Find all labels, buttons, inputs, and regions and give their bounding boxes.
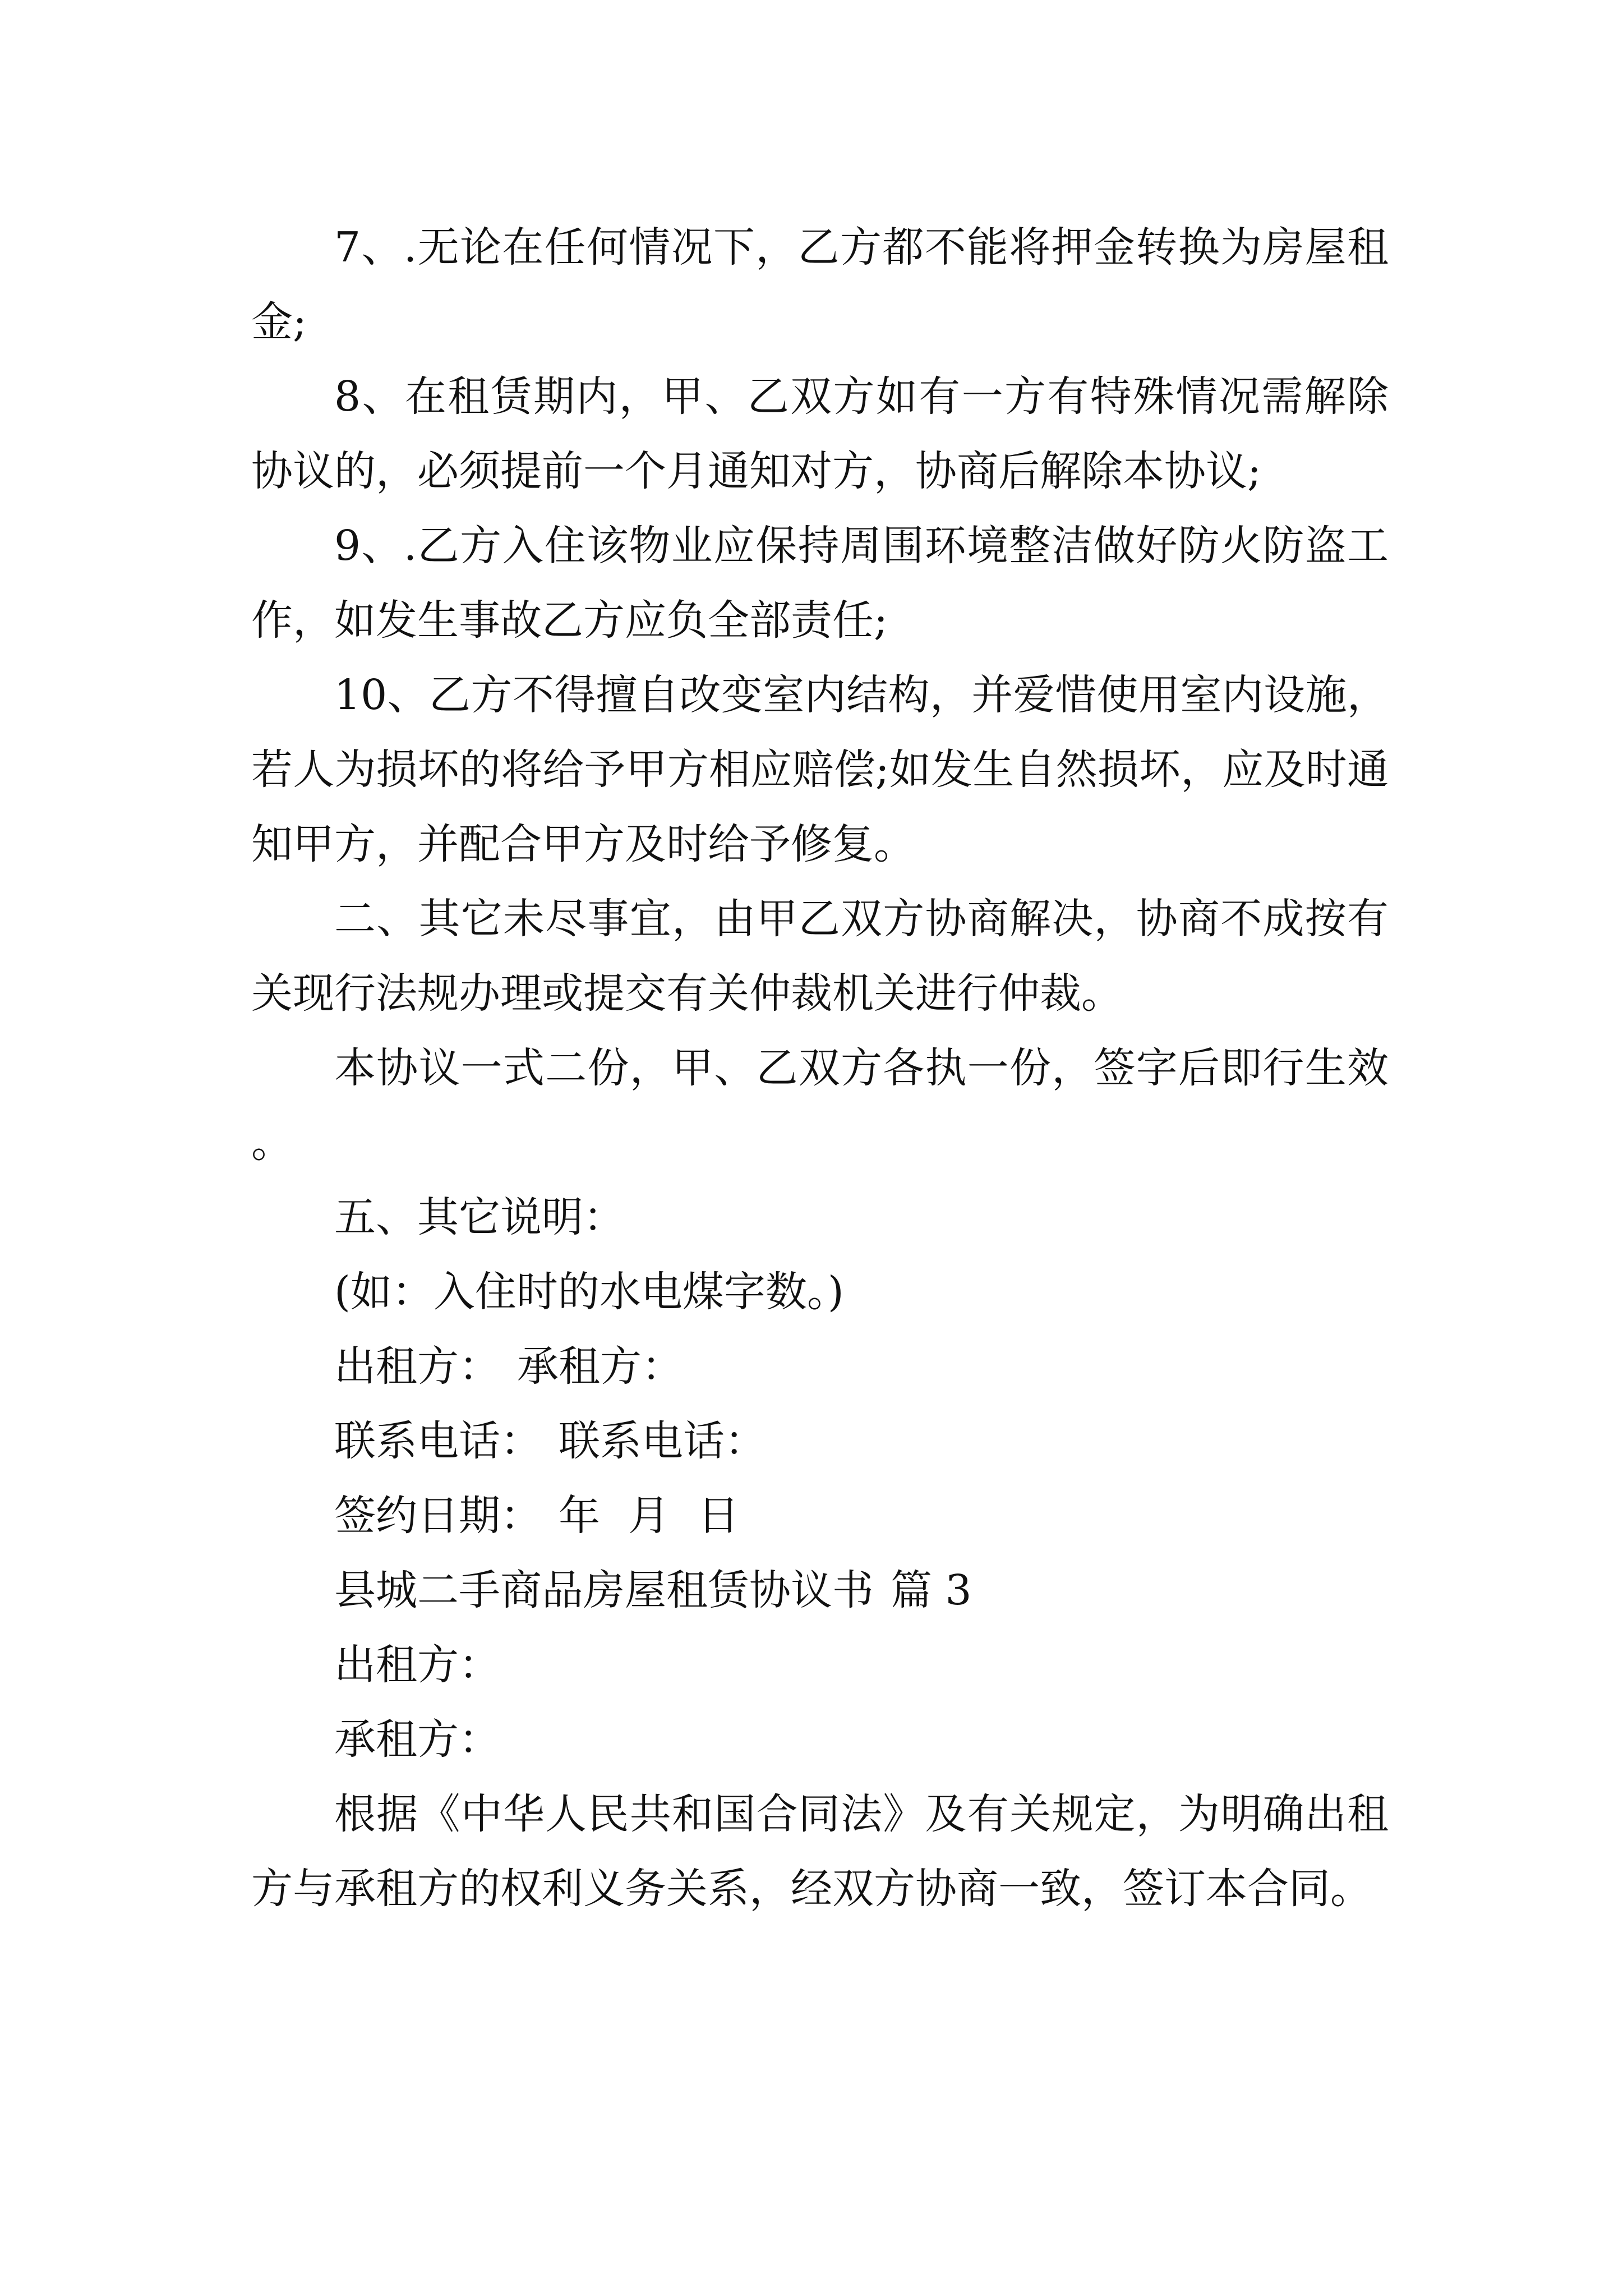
date-year: 年 <box>559 1492 600 1540</box>
sign-parties-row <box>251 1329 1389 1404</box>
lessor-phone-label: 联系电话： <box>334 1417 542 1465</box>
section-number: 篇 3 <box>891 1566 972 1614</box>
sign-date-row <box>251 1479 1389 1553</box>
party-lessee: 承租方： <box>334 1715 500 1764</box>
clause-other-matters: 二、其它未尽事宜，由甲乙双方协商解决，协商不成按有关现行法规办理或提交有关仲裁机关进行仲裁。 <box>251 895 1389 1018</box>
party-lessor: 出租方： <box>334 1641 500 1689</box>
date-label: 签约日期： <box>334 1492 542 1540</box>
date-day: 日 <box>698 1492 739 1540</box>
date-month: 月 <box>628 1492 670 1540</box>
clause-9: 9、.乙方入住该物业应保持周围环境整洁做好防火防盗工作，如发生事故乙方应负全部责任; <box>251 522 1389 645</box>
section-title: 县城二手商品房屋租赁协议书 <box>334 1566 874 1614</box>
clause-10: 10、乙方不得擅自改变室内结构，并爱惜使用室内设施，若人为损坏的将给予甲方相应赔偿;如发生自然损坏，应及时通知甲方，并配合甲方及时给予修复。 <box>251 671 1389 868</box>
lessor-sign-label: 出租方： <box>334 1342 500 1391</box>
sign-phone-row <box>251 1404 1389 1479</box>
other-heading: 五、其它说明： <box>334 1193 625 1241</box>
lessee-phone-label: 联系电话： <box>559 1417 766 1465</box>
section-title-row <box>251 1553 1389 1628</box>
clause-7: 7、.无论在任何情况下，乙方都不能将押金转换为房屋租金; <box>251 223 1389 346</box>
closing-paragraph: 根据《中华人民共和国合同法》及有关规定，为明确出租方与承租方的权利义务关系，经双方协商一致，签订本合同。 <box>251 1790 1389 1913</box>
other-note: (如：入住时的水电煤字数。) <box>334 1268 844 1316</box>
clause-copies: 本协议一式二份，甲、乙双方各执一份，签字后即行生效。 <box>251 1044 1389 1167</box>
document-body <box>251 210 1389 1926</box>
clause-8: 8、在租赁期内，甲、乙双方如有一方有特殊情况需解除协议的，必须提前一个月通知对方，协商后解除本协议; <box>251 372 1389 495</box>
lessee-sign-label: 承租方： <box>517 1342 683 1391</box>
